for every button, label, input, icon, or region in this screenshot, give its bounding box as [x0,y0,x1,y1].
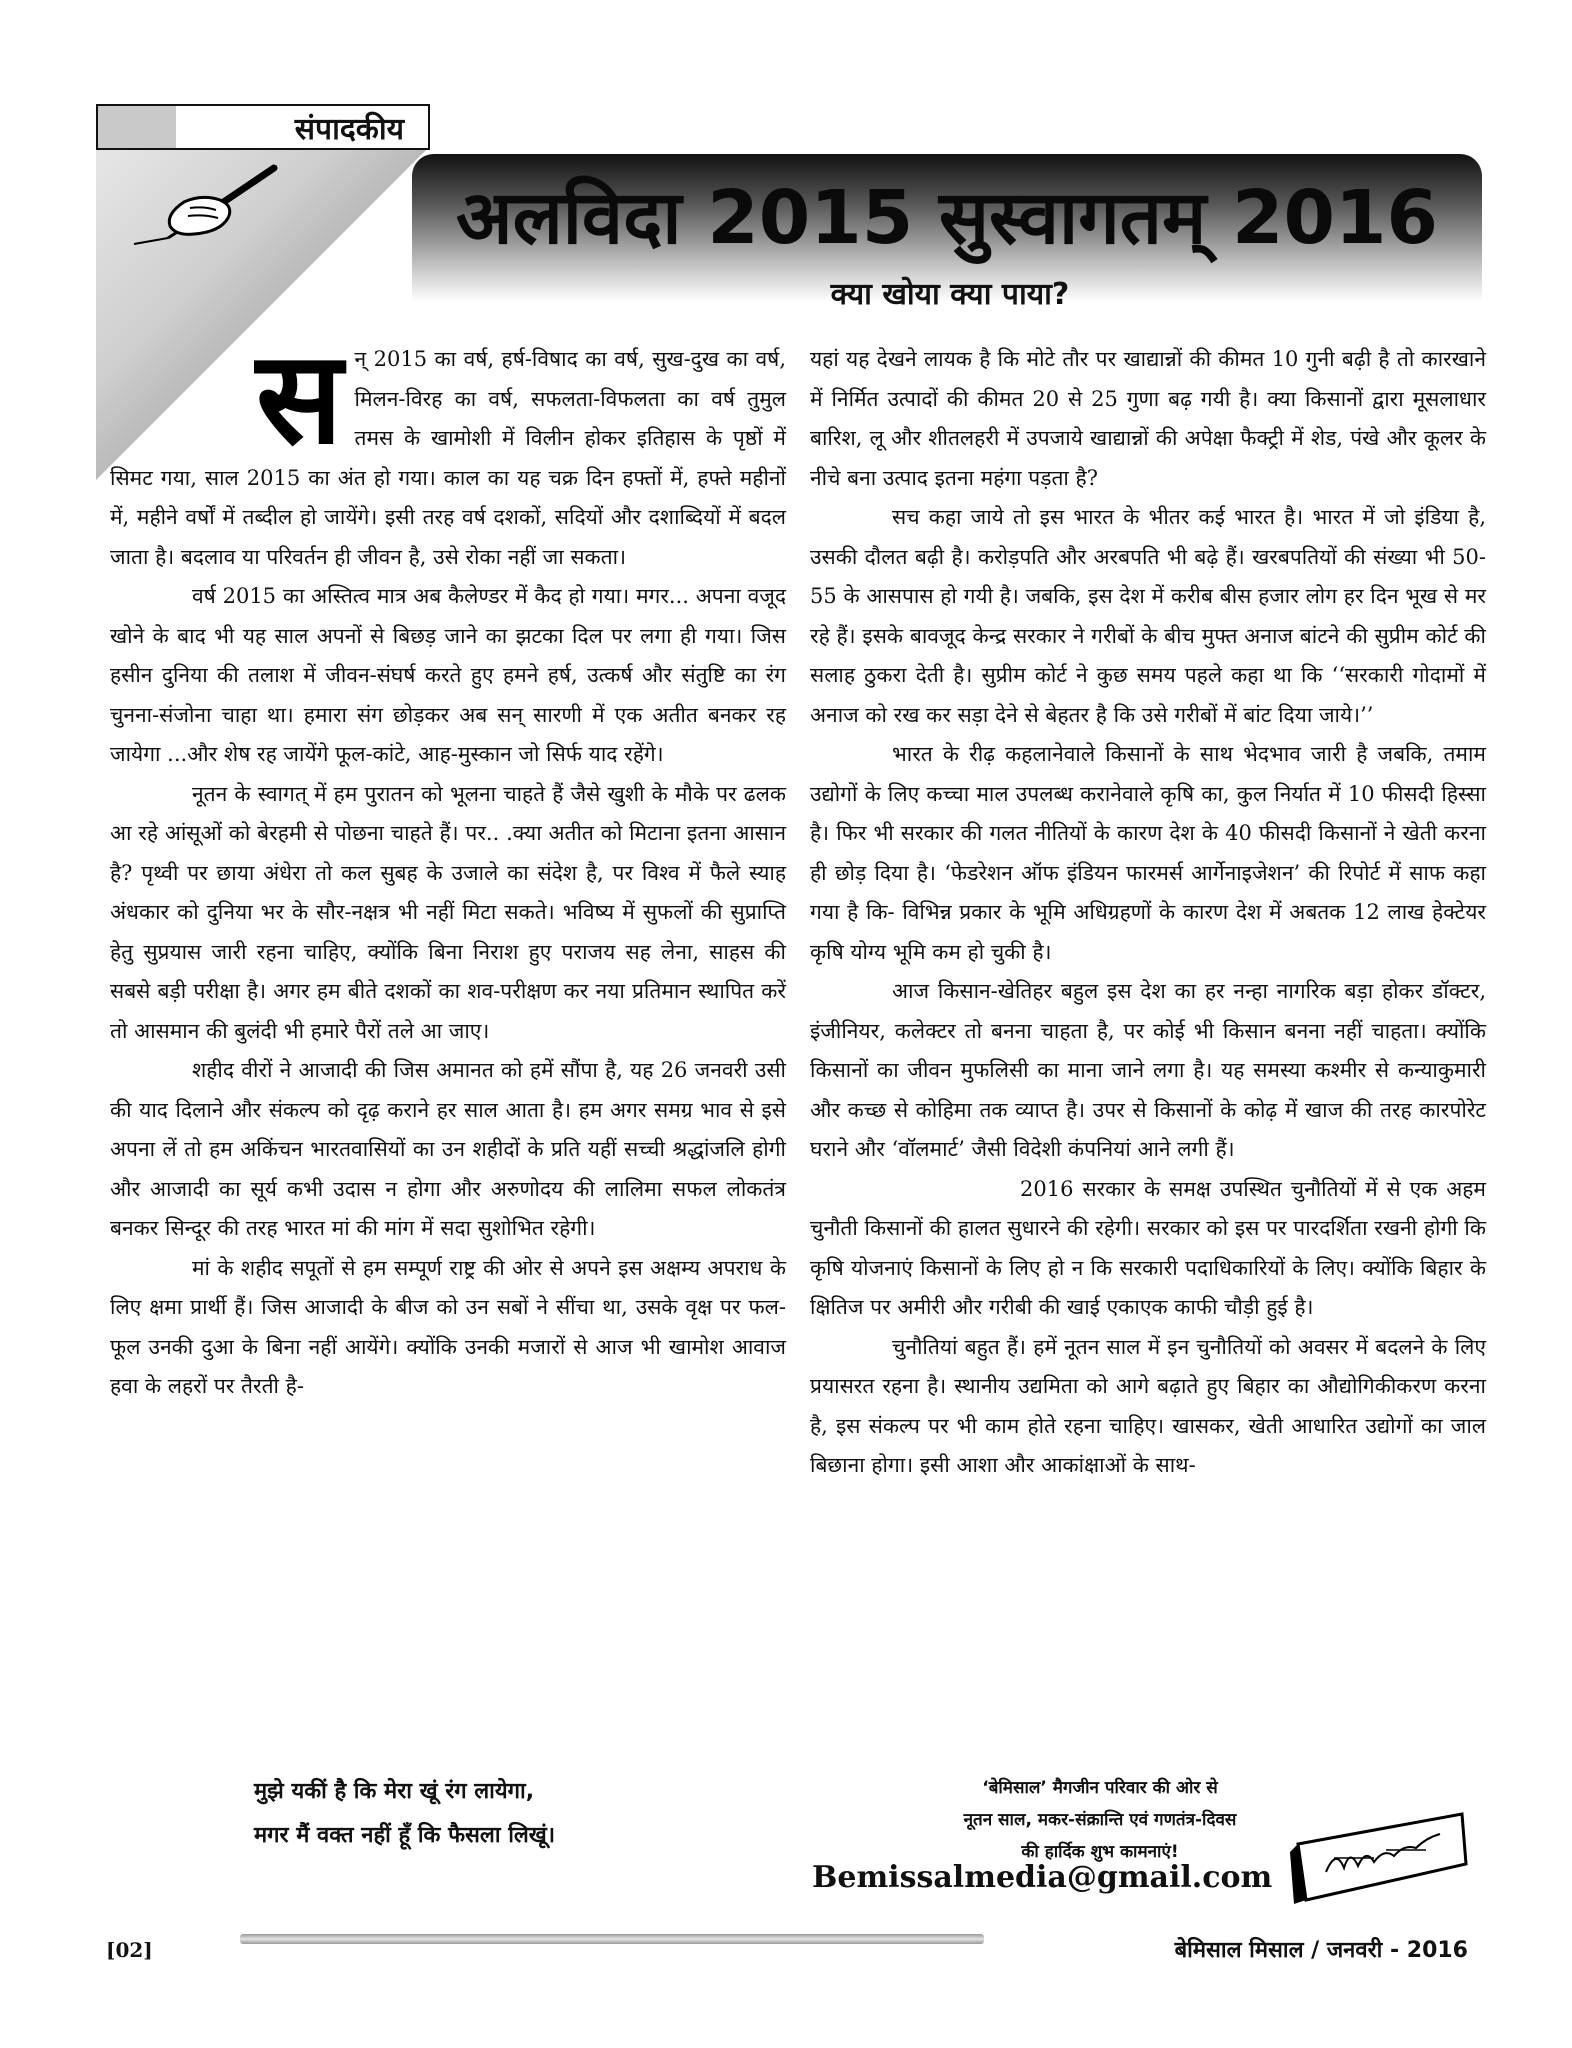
section-label: संपादकीय [96,104,430,150]
paragraph: यहां यह देखने लायक है कि मोटे तौर पर खाद्यान्नों की कीमत 10 गुनी बढ़ी है तो कारखाने में निर्मित उत्पादों की कीमत 20 से 25 गुणा बढ़ गयी है। क्या किसानों द्वारा मूसलाधार बारिश, लू और शीतलहरी में उपजाये खाद्यान्नों की अपेक्षा फैक्ट्री में शेड, पंखे और कूलर के नीचे बना उत्पाद इतना महंगा पड़ता है? [810,347,1486,490]
paragraph: शहीद वीरों ने आजादी की जिस अमानत को हमें सौंपा है, यह 26 जनवरी उसी की याद दिलाने और संकल्प को दृढ़ कराने हर साल आता है। हम अगर समग्र भाव से इसे अपना लें तो हम अकिंचन भारतवासियों का उन शहीदों के प्रति यहीं सच्ची श्रद्धांजलि होगी और आजादी का सूर्य कभी उदास न होगा और अरुणोदय की लालिमा सफल लोकतंत्र बनकर सिन्दूर की तरह भारत मां की मांग में सदा सुशोभित रहेगी। [110,1058,786,1240]
greeting-line: नूतन साल, मकर-संक्रान्ति एवं गणतंत्र-दिवस [963,1810,1237,1830]
greeting-line: ‘बेमिसाल’ मैगजीन परिवार की ओर से [982,1778,1218,1798]
paragraph: सन् 2015 का वर्ष, हर्ष-विषाद का वर्ष, सुख-दुख का वर्ष, मिलन-विरह का वर्ष, सफलता-विफलता का वर्ष तुमुल तमस के खामोशी में विलीन होकर इतिहास के पृष्ठों में सिमट गया, साल 2015 का अंत हो गया। काल का यह चक्र दिन हफ्तों में, हफ्ते महीनों में, महीने वर्षों में तब्दील हो जायेंगे। इसी तरह वर्ष दशकों, सदियों और दशाब्दियों में बदल जाता है। बदलाव या परिवर्तन ही जीवन है, उसे रोका नहीं जा सकता। [110,324,786,569]
greeting-block [880,1772,1320,1868]
page-title: अलविदा 2015 सुस्वागतम् 2016 [456,175,1438,261]
issue-label: बेमिसाल मिसाल / जनवरी - 2016 [1174,1938,1468,1963]
page-number: [02] [106,1938,153,1962]
page-subtitle: क्या खोया क्या पाया? [830,277,1070,312]
paragraph: नूतन के स्वागत् में हम पुरातन को भूलना चाहते हैं जैसे खुशी के मौके पर ढलक आ रहे आंसूओं को बेरहमी से पोछना चाहते हैं। पर.. .क्या अतीत को मिटाना इतना आसान है? पृथ्वी पर छाया अंधेरा तो कल सुबह के उजाले का संदेश है, पर विश्व में फैले स्याह अंधकार को दुनिया भर के सौर-नक्षत्र भी नहीं मिटा सकते। भविष्य में सुफलों की सुप्राप्ति हेतु सुप्रयास जारी रहना चाहिए, क्योंकि बिना निराश हुए पराजय सह लेना, साहस की सबसे बड़ी परीक्षा है। अगर हम बीते दशकों का शव-परीक्षण कर नया प्रतिमान स्थापित करें तो आसमान की बुलंदी भी हमारे पैरों तले आ जाए। [110,781,786,1043]
paragraph: चुनौतियां बहुत हैं। हमें नूतन साल में इन चुनौतियों को अवसर में बदलने के लिए प्रयासरत रहना है। स्थानीय उद्यमिता को आगे बढ़ाते हुए बिहार का औद्योगिकीकरण करना है, इस संकल्प पर भी काम होते रहना चाहिए। खासकर, खेती आधारित उद्योगों का जाल बिछाना होगा। इसी आशा और आकांक्षाओं के साथ- [810,1334,1486,1477]
left-column [110,324,786,1407]
paragraph: 2016 सरकार के समक्ष उपस्थित चुनौतियों में से एक अहम चुनौती किसानों की हालत सुधारने की रहेगी। सरकार को इस पर पारदर्शिता रखनी होगी कि कृषि योजनाएं किसानों के लिए हो न कि सरकारी पदाधिकारियों के लिए। क्योंकि बिहार के क्षितिज पर अमीरी और गरीबी की खाई एकाएक काफी चौड़ी हुई है। [810,1176,1486,1319]
couplet-line: मुझे यकीं है कि मेरा खूं रंग लायेगा, [254,1779,535,1804]
paragraph: मां के शहीद सपूतों से हम सम्पूर्ण राष्ट्र की ओर से अपने इस अक्षम्य अपराध के लिए क्षमा प्रार्थी हैं। जिस आजादी के बीज को उन सबों ने सींचा था, उसके वृक्ष पर फल-फूल उनकी दुआ के बिना नहीं आयेंगे। क्योंकि उनकी मजारों से आज भी खामोश आवाज हवा के लहरों पर तैरती है- [110,1255,786,1398]
handwritten-signature [1286,1792,1476,1912]
pen-writing-icon [124,160,284,250]
couplet-line: मगर मैं वक्त नहीं हूँ कि फैसला लिखूं। [254,1823,556,1848]
paragraph: वर्ष 2015 का अस्तित्व मात्र अब कैलेण्डर में कैद हो गया। मगर... अपना वजूद खोने के बाद भी यह साल अपनों से बिछड़ जाने का झटका दिल पर लगा ही गया। जिस हसीन दुनिया की तलाश में जीवन-संघर्ष करते हुए हमने हर्ष, उत्कर्ष और संतुष्टि का रंग चुनना-संजोना चाहा था। हमारा संग छोड़कर अब सन् सारणी में एक अतीत बनकर रह जायेगा ...और शेष रह जायेंगे फूल-कांटे, आह-मुस्कान जो सिर्फ याद रहेंगे। [110,584,786,766]
paragraph: आज किसान-खेतिहर बहुल इस देश का हर नन्हा नागरिक बड़ा होकर डॉक्टर, इंजीनियर, कलेक्टर तो बनना चाहता है, पर कोई भी किसान बनना नहीं चाहता। क्योंकि किसानों का जीवन मुफलिसी का माना जाने लगा है। यह समस्या कश्मीर से कन्याकुमारी और कच्छ से कोहिमा तक व्याप्त है। उपर से किसानों के कोढ़ में खाज की तरह कारपोरेट घराने और ‘वॉलमार्ट’ जैसी विदेशी कंपनियां आने लगी हैं। [810,979,1486,1161]
paragraph: भारत के रीढ़ कहलानेवाले किसानों के साथ भेदभाव जारी है जबकि, तमाम उद्योगों के लिए कच्चा माल उपलब्ध करानेवाले कृषि का, कुल निर्यात में 10 फीसदी हिस्सा है। फिर भी सरकार की गलत नीतियों के कारण देश के 40 फीसदी किसानों ने खेती करना ही छोड़ दिया है। ‘फेडरेशन ऑफ इंडियन फारमर्स आर्गेनाइजेशन’ की रिपोर्ट में साफ कहा गया है कि- विभिन्न प्रकार के भूमि अधिग्रहणों के कारण देश में अबतक 12 लाख हेक्टेयर कृषि योग्य भूमि कम हो चुकी है। [810,742,1486,964]
contact-email[interactable]: Bemissalmedia@gmail.com [812,1860,1273,1895]
couplet [254,1770,734,1858]
right-column [810,340,1486,1486]
dropcap: स [256,324,343,473]
footer-rule [240,1934,984,1944]
paragraph: सच कहा जाये तो इस भारत के भीतर कई भारत है। भारत में जो इंडिया है, उसकी दौलत बढ़ी है। करोड़पति और अरबपति भी बढ़े हैं। खरबपतियों की संख्या भी 50-55 के आसपास हो गयी है। जबकि, इस देश में करीब बीस हजार लोग हर दिन भूख से मर रहे हैं। इसके बावजूद केन्द्र सरकार ने गरीबों के बीच मुफ्त अनाज बांटने की सुप्रीम कोर्ट की सलाह ठुकरा देती है। सुप्रीम कोर्ट ने कुछ समय पहले कहा था कि ‘‘सरकारी गोदामों में अनाज को रख कर सड़ा देने से बेहतर है कि उसे गरीबों में बांट दिया जाये।’’ [810,505,1486,727]
greeting-line: की हार्दिक शुभ कामनाएं! [1021,1842,1179,1862]
